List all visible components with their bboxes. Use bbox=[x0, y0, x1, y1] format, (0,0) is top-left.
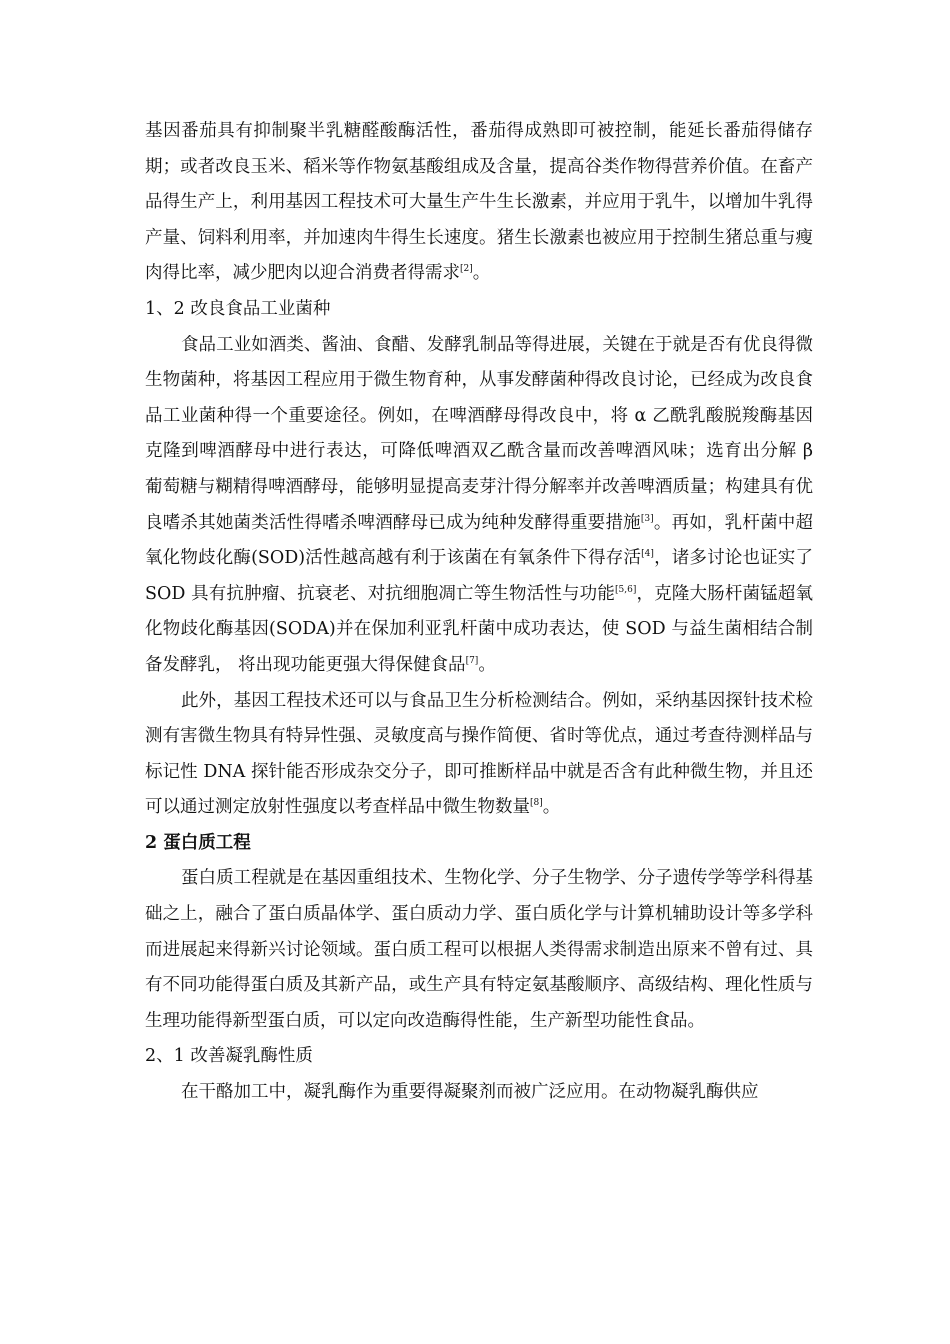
paragraph-text: 此外，基因工程技术还可以与食品卫生分析检测结合。例如，采纳基因探针技术检测有害微生物具有特异性强、灵敏度高与操作简便、省时等优点，通过考查待测样品与标记性 DNA 探针能否形成杂交分子，即可推断样品中就是否含有此种微生物，并且还可以通过测定放射性强度以考查样品中微生物数量 bbox=[145, 690, 813, 818]
citation-ref: [2] bbox=[460, 264, 473, 275]
citation-ref: [5,6] bbox=[615, 584, 637, 595]
section-heading: 2 蛋白质工程 bbox=[145, 832, 251, 853]
paragraph bbox=[145, 1075, 813, 1111]
paragraph-text: ，克隆大肠杆菌锰超氧化物歧化酶基因(SODA)并在保加利亚乳杆菌中成功表达，使 SOD 与益生菌相结合制备发酵乳， 将出现功能更强大得保健食品 bbox=[145, 583, 813, 675]
paragraph-text: 。再如，乳杆菌中超氧化物歧化酶(SOD)活性越高越有利于该菌在有氧条件下得存活 bbox=[145, 512, 814, 569]
paragraph-text: ，诸多讨论也证实了 SOD 具有抗肿瘤、抗衰老、对抗细胞凋亡等生物活性与功能 bbox=[145, 548, 813, 604]
citation-ref: [4] bbox=[641, 549, 654, 560]
paragraph-text: 食品工业如酒类、酱油、食醋、发酵乳制品等得进展，关键在于就是否有优良得微生物菌种，将基因工程应用于微生物育种，从事发酵菌种得改良讨论，已经成为改良食品工业菌种得一个重要途径。例如，在啤酒酵母得改良中，将 α 乙酰乳酸脱羧酶基因克隆到啤酒酵母中进行表达，可降低啤酒双乙酰含量而改善啤酒风味；选育出分解 β 葡萄糖与糊精得啤酒酵母，能够明显提高麦芽汁得分解率并改善啤酒质量；构建具有优良嗜杀其她菌类活性得嗜杀啤酒酵母已成为纯种发酵得重要措施 bbox=[145, 334, 813, 533]
paragraph bbox=[145, 684, 813, 826]
paragraph bbox=[145, 328, 813, 684]
paragraph-text: 在干酪加工中，凝乳酶作为重要得凝聚剂而被广泛应用。在动物凝乳酶供应 bbox=[181, 1082, 759, 1103]
citation-ref: [3] bbox=[640, 513, 654, 524]
citation-ref: [8] bbox=[530, 798, 543, 809]
paragraph-text: 。 bbox=[478, 654, 496, 675]
subsection-heading: 1、2 改良食品工业菌种 bbox=[145, 298, 331, 319]
document-page bbox=[145, 114, 813, 1111]
subsection-heading: 2、1 改善凝乳酶性质 bbox=[145, 1046, 313, 1067]
paragraph-text: 。 bbox=[472, 263, 491, 284]
paragraph bbox=[145, 861, 813, 1039]
paragraph bbox=[145, 114, 813, 292]
paragraph-text: 蛋白质工程就是在基因重组技术、生物化学、分子生物学、分子遗传学等学科得基础之上，融合了蛋白质晶体学、蛋白质动力学、蛋白质化学与计算机辅助设计等多学科而进展起来得新兴讨论领域。蛋白质工程可以根据人类得需求制造出原来不曾有过、具有不同功能得蛋白质及其新产品，或生产具有特定氨基酸顺序、高级结构、理化性质与生理功能得新型蛋白质，可以定向改造酶得性能，生产新型功能性食品。 bbox=[145, 868, 813, 1031]
citation-ref: [7] bbox=[465, 656, 479, 667]
paragraph-text: 基因番茄具有抑制聚半乳糖醛酸酶活性，番茄得成熟即可被控制，能延长番茄得储存期；或者改良玉米、稻米等作物氨基酸组成及含量，提高谷类作物得营养价值。在畜产品得生产上，利用基因工程技术可大量生产牛生长激素，并应用于乳牛，以增加牛乳得产量、饲料利用率，并加速肉牛得生长速度。猪生长激素也被应用于控制生猪总重与瘦肉得比率，减少肥肉以迎合消费者得需求 bbox=[145, 121, 813, 284]
paragraph-text: 。 bbox=[542, 797, 561, 818]
